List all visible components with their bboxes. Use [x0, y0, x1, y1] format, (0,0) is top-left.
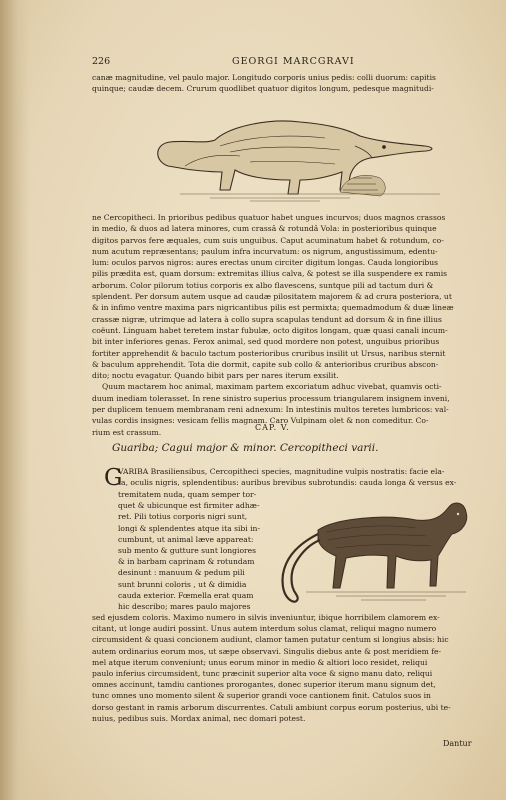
paragraph-guariba-behaviour [92, 612, 484, 724]
text-line: & in barbam caprinam & rotundam [118, 557, 255, 567]
text-line: canæ magnitudine, vel paulo major. Longitudo corporis unius pedis: colli duorum: capitis [92, 73, 436, 82]
text-line: splendent. Per dorsum autem usque ad caudæ pilositatem majorem & ad crura posteriora, ut [92, 292, 452, 302]
text-line: fortiter apprehendit & baculo tactum posterioribus cruribus insilit ut Ursus, naribus sternit [92, 348, 446, 358]
text-line: crassæ nigræ, utrimque ad latera à collo supra scapulas tendunt ad dorsum & in fine illius [92, 314, 442, 324]
text-line: tunc omnes uno momento silent & superior grandi voce cantionem finit. Catulos suos in [92, 691, 431, 701]
running-head: GEORGI MARCGRAVI [232, 56, 355, 67]
text-line: per duplicem tenuem membranam reni adnexum: In intestinis multos teretes lumbricos: val- [92, 405, 449, 415]
anteater-illustration [150, 106, 450, 206]
text-line: hic describo; mares paulo majores [118, 602, 251, 612]
text-line: coëunt. Linguam habet teretem instar fubulæ, octo digitos longam, quæ quasi canali incum- [92, 325, 448, 335]
paragraph-description [92, 212, 484, 438]
text-line: digitos parvos fere æquales, cum suis unguibus. Caput acuminatum habet & rotundum, co- [92, 235, 444, 245]
text-line: ta, oculis nigris, splendentibus: auribus brevibus subrotundis: cauda longa & versus ex- [118, 478, 457, 488]
guariba-monkey-illustration [266, 490, 478, 615]
paragraph-intro [92, 72, 484, 95]
text-line: duum inediam tolerasset. In rene sinistro superius processum triangularem insignem inveni, [92, 393, 450, 403]
text-line: paulo inferius circumsident, tunc præcinit superior alta voce & signo manu dato, reliqui [92, 669, 433, 679]
text-line: ret. Pili totius corporis nigri sunt, [118, 512, 248, 522]
paragraph-guariba-lead [118, 466, 484, 488]
text-line: arborum. Color pilorum totius corporis ex albo flavescens, suntque pili ad tactum duri & [92, 280, 434, 290]
text-line: num acutum repræsentans; paulum infra incurvatum: os nigrum, angustissimum, edentu- [92, 246, 438, 256]
page-number: 226 [92, 56, 111, 67]
text-line: citant, ut longe audiri possint. Unus autem interdum solus clamat, reliqui magno numero [92, 624, 437, 634]
text-line: in medio, & duos ad latera minores, cum crassâ & rotundâ Vola: in posterioribus quinque [92, 224, 437, 234]
drop-cap-initial: G [104, 465, 123, 491]
text-line: autem ordinarius eorum mos, ut sæpe observavi. Singulis diebus ante & post meridiem fe- [92, 646, 442, 656]
text-line: quinque; caudæ decem. Crurum quodlibet quatuor digitos longum, pedesque magnitudi- [92, 84, 434, 94]
page-header [92, 56, 482, 68]
text-line: & baculum apprehendit. Tota die dormit, capite sub collo & anterioribus cruribus abscon- [92, 359, 439, 369]
text-line: desinunt : manuum & pedum pili [118, 568, 245, 578]
text-line: ne Cercopitheci. In prioribus pedibus quatuor habet ungues incurvos; duos magnos crassos [92, 213, 446, 222]
text-line: mel atque iterum conveniunt; unus eorum minor in medio & altiori loco residet, reliqui [92, 657, 428, 667]
text-line: circumsident & quasi concionem audiunt, clamor tamen putatur centum si longius absis: hic [92, 635, 449, 645]
text-line: lum: oculos parvos nigros: aures erectas unum circiter digitum longas. Cauda longioribus [92, 258, 439, 268]
text-line: & in infimo ventre maxima pars nigricantibus pilis est permixta; quemadmodum & duæ lineæ [92, 303, 454, 313]
text-line: dito; noctu evagatur. Quando bibit pars per nares iterum exsilit. [92, 371, 339, 381]
text-line: rium est crassum. [92, 427, 162, 437]
text-line: VARIBA Brasiliensibus, Cercopitheci species, magnitudine vulpis nostratis: facie ela- [118, 467, 445, 476]
text-line: nuius, pedibus suis. Mordax animal, nec domari potest. [92, 713, 306, 723]
text-line: bit inter inferiores genas. Ferox animal, sed quod mordere non potest, unguibus prioribus [92, 337, 440, 347]
paragraph-guariba-narrow [118, 489, 278, 612]
text-line: tremitatem nuda, quam semper tor- [118, 490, 257, 499]
text-line: cumbunt, ut animal læve appareat: [118, 534, 254, 544]
catchword: Dantur [443, 739, 472, 748]
text-line: omnes accinunt, tamdiu cantiones prorogantes, donec superior iterum manu signum det, [92, 680, 436, 690]
text-line: pilis prædita est, quam dorsum: extremitas illius calva, & potest se illa suspendere ex ramis [92, 269, 448, 279]
text-line: sub mento & gutture sunt longiores [118, 546, 257, 556]
text-line: vulas cordis insignes: vesicam fellis magnam. Caro Vulpinam olet & non comeditur. Co- [92, 416, 429, 426]
text-line: quet & ubicunque est firmiter adhæ- [118, 501, 260, 511]
text-line: sed ejusdem coloris. Maximo numero in silvis inveniuntur, ibique horribilem clamorem ex- [92, 613, 440, 622]
text-line: dorso gestant in ramis arborum discurrentes. Catuli ambiunt corpus eorum posterius, ubi te- [92, 702, 451, 712]
text-line: Quum mactarem hoc animal, maximam partem excoriatum adhuc vivebat, quamvis octi- [102, 382, 442, 392]
text-line: longi & splendentes atque ita sibi in- [118, 523, 261, 533]
chapter-title: Guariba; Cagui major & minor. Cercopitheci varii. [112, 442, 379, 454]
chapter-heading: CAP. V. [255, 423, 290, 432]
page-spine-shadow [0, 0, 30, 800]
text-line: cauda exterior. Fœmella erat quam [118, 590, 254, 600]
text-line: sunt brunni coloris , ut & dimidia [118, 579, 247, 589]
